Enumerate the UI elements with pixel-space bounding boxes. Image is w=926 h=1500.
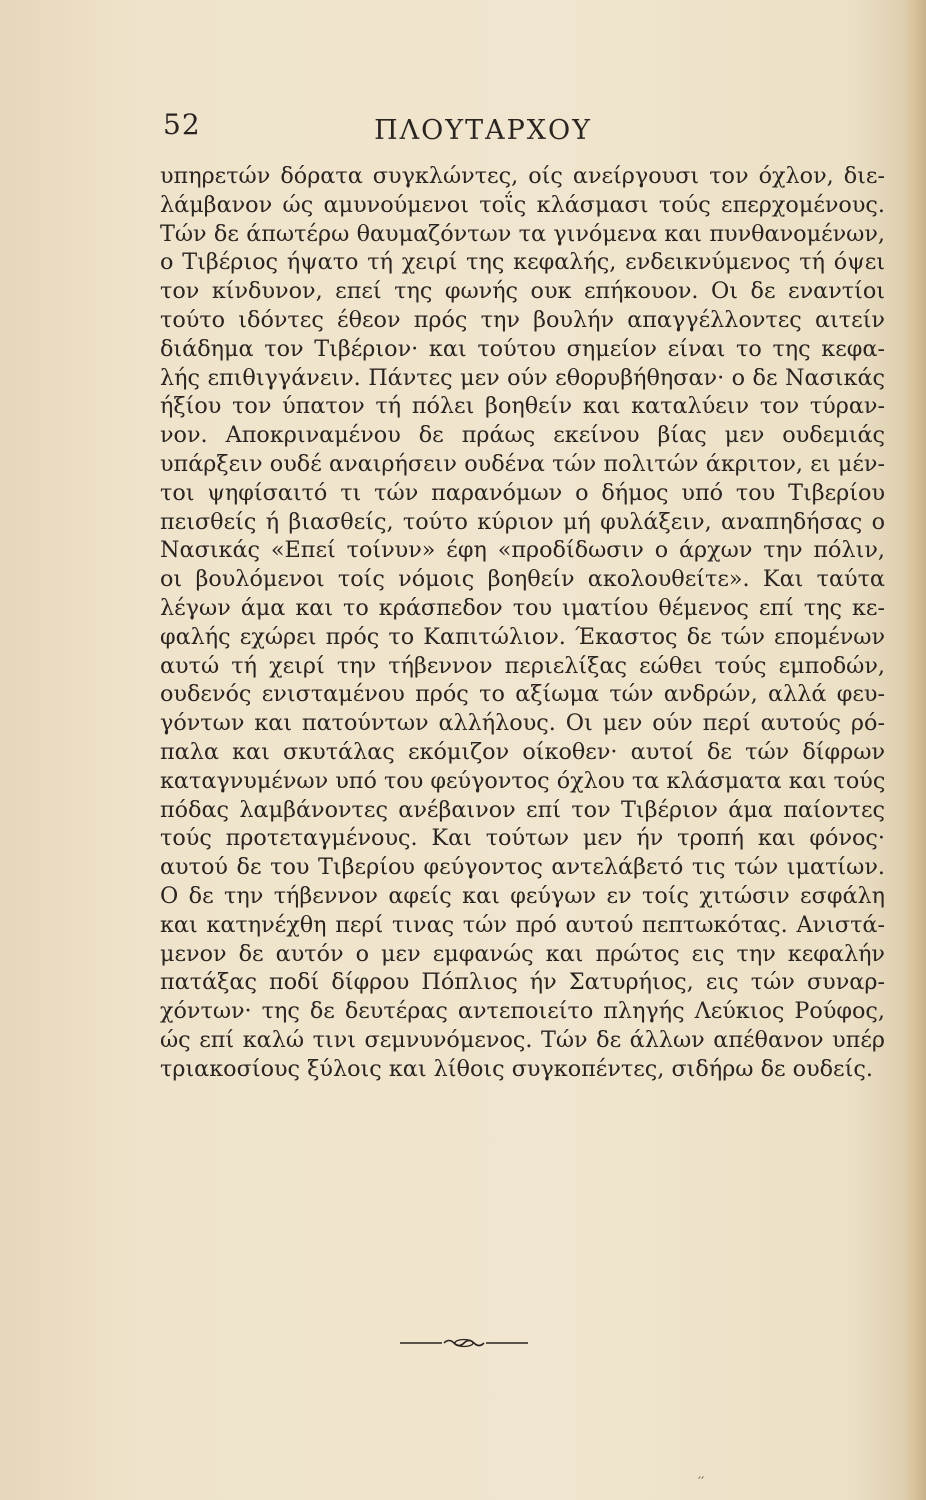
text-line: λής επιθιγγάνειν. Πάντες μεν ούν εθορυβήθησαν· ο δε Νασικάς — [160, 364, 885, 391]
text-line: λάμβανον ώς αμυνούμενοι τοΐς κλάσμασι τούς επερχομένους. — [160, 191, 885, 218]
text-line: χόντων· της δε δευτέρας αντεποιείτο πληγής Λεύκιος Ρούφος, — [160, 998, 885, 1025]
text-line: τούτο ιδόντες έθεον πρός την βουλήν απαγγέλλοντες αιτείν — [160, 306, 885, 333]
text-line: τον κίνδυνον, επεί της φωνής ουκ επήκουον. Οι δε εναντίοι — [160, 278, 885, 305]
text-line: τούς προτεταγμένους. Και τούτων μεν ήν τροπή και φόνος· — [160, 825, 885, 852]
page-number: 52 — [163, 108, 201, 141]
text-line: γόντων και πατούντων αλλήλους. Οι μεν ούν περί αυτούς ρό- — [160, 710, 885, 737]
text-line: και κατηνέχθη περί τινας τών πρό αυτού πεπτωκότας. Ανιστά- — [160, 911, 885, 938]
text-line: παλα και σκυτάλας εκόμιζον οίκοθεν· αυτοί δε τών δίφρων — [160, 738, 885, 765]
running-title: ΠΛΟΥΤΑΡΧΟΥ — [374, 115, 592, 146]
text-line: ο Τιβέριος ήψατο τή χειρί της κεφαλής, ενδεικνύμενος τή όψει — [160, 249, 885, 276]
stray-mark: ′′ — [698, 1475, 705, 1491]
text-line: αυτώ τή χειρί την τήβεννον περιελίξας εώθει τούς εμποδών, — [160, 652, 885, 679]
text-line: Νασικάς «Επεί τοίνυν» έφη «προδίδωσιν ο άρχων την πόλιν, — [160, 537, 885, 564]
text-line: λέγων άμα και το κράσπεδον του ιματίου θέμενος επί της κε- — [160, 594, 885, 621]
text-line: υπάρξειν ουδέ αναιρήσειν ουδένα τών πολιτών άκριτον, ει μέν- — [160, 450, 885, 477]
end-ornament — [400, 1337, 530, 1349]
text-line: Ο δε την τήβεννον αφείς και φεύγων εν τοίς χιτώσιν εσφάλη — [160, 882, 885, 909]
text-line: αυτού δε του Τιβερίου φεύγοντος αντελάβετό τις τών ιματίων. — [160, 854, 885, 881]
text-line: μενον δε αυτόν ο μεν εμφανώς και πρώτος εις την κεφαλήν — [160, 940, 885, 967]
text-line: οι βουλόμενοι τοίς νόμοις βοηθείν ακολουθείτε». Και ταύτα — [160, 566, 885, 593]
text-line: καταγνυμένων υπό του φεύγοντος όχλου τα κλάσματα και τούς — [160, 767, 885, 794]
text-line: υπηρετών δόρατα συγκλώντες, οίς ανείργουσι τον όχλον, διε- — [160, 163, 885, 189]
text-line: πεισθείς ή βιασθείς, τούτο κύριον μή φυλάξειν, αναπηδήσας ο — [160, 508, 885, 535]
text-line: ώς επί καλώ τινι σεμνυνόμενος. Τών δε άλλων απέθανον υπέρ — [160, 1026, 885, 1053]
text-line: ήξίου τον ύπατον τή πόλει βοηθείν και καταλύειν τον τύραν- — [160, 393, 885, 420]
text-line: νον. Αποκριναμένου δε πράως εκείνου βίας μεν ουδεμιάς — [160, 422, 885, 449]
text-line: ουδενός ενισταμένου πρός το αξίωμα τών ανδρών, αλλά φευ- — [160, 681, 885, 708]
text-line: τοι ψηφίσαιτό τι τών παρανόμων ο δήμος υπό του Τιβερίου — [160, 479, 885, 506]
text-line: πόδας λαμβάνοντες ανέβαινον επί τον Τιβέριον άμα παίοντες — [160, 796, 885, 823]
text-line: Τών δε άπωτέρω θαυμαζόντων τα γινόμενα και πυνθανομένων, — [160, 220, 885, 247]
text-line: φαλής εχώρει πρός το Καπιτώλιον. Έκαστος δε τών επομένων — [160, 623, 885, 650]
page-edge — [904, 0, 926, 1500]
text-line: πατάξας ποδί δίφρου Πόπλιος ήν Σατυρήιος, εις τών συναρ- — [160, 969, 885, 996]
body-text — [160, 162, 885, 1084]
text-line: διάδημα τον Τιβέριον· και τούτου σημείον είναι το της κεφα- — [160, 335, 885, 362]
text-line: τριακοσίους ξύλοις και λίθοις συγκοπέντες, σιδήρω δε ουδείς. — [160, 1055, 873, 1082]
